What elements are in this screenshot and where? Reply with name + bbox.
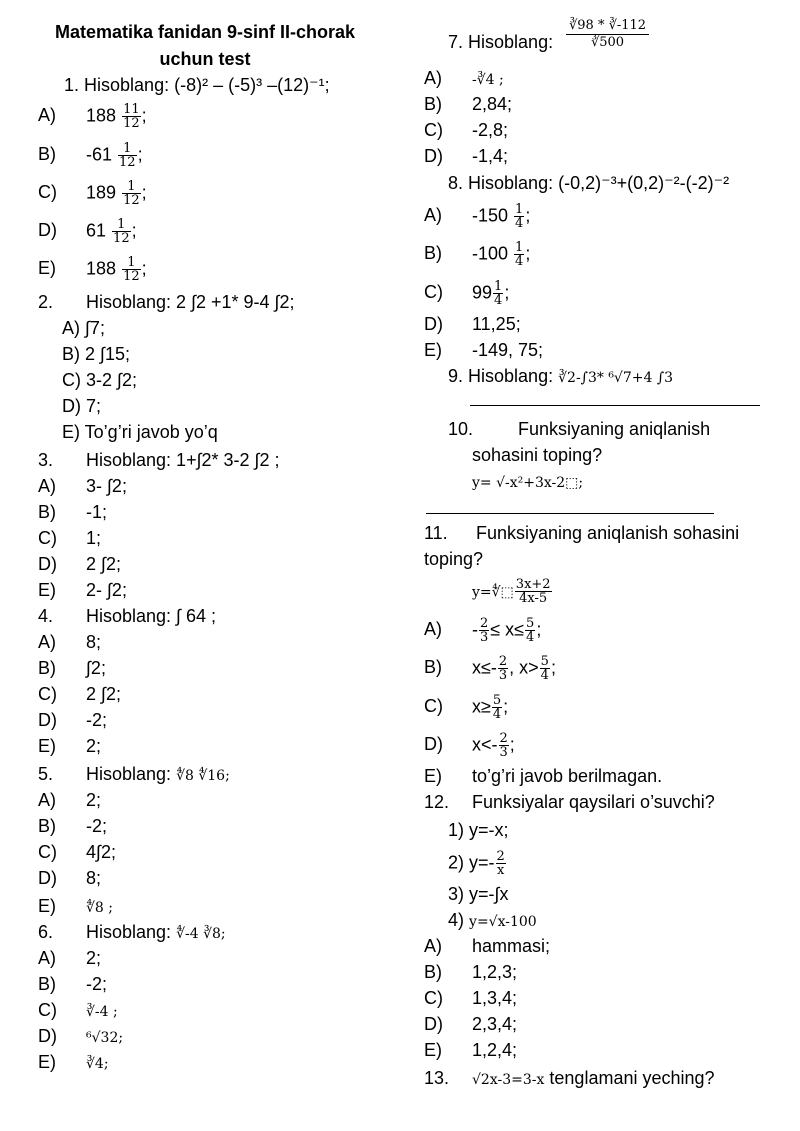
question-2: 2. Hisoblang: 2 ∫2 +1* 9-4 ∫2; [38,292,295,312]
q12-option-b: B) 1,2,3; [424,962,518,982]
q12-item-4: 4) y=√x-100 [448,910,537,930]
q12-option-a: A) hammasi; [424,936,551,956]
q4-option-c: C) 2 ∫2; [38,684,121,704]
q12-item-3: 3) y=-∫x [448,884,509,904]
q8-option-e: E) -149, 75; [424,340,544,360]
q11-option-e: E) to’g’ri javob berilmagan. [424,766,663,786]
q8-option-c: C) 99 $\frac{1}{4}$ ; [424,279,510,308]
q3-option-c: C) 1; [38,528,102,548]
question-4: 4. Hisoblang: ∫ 64 ; [38,606,217,626]
q1-option-d: D) 61 $\frac{1}{12}$ ; [38,217,137,246]
q1-option-a: A) 188 $\frac{11}{12}$ ; [38,102,147,131]
q4-option-a: A) 8; [38,632,102,652]
q12-item-2: 2) y=- $\frac{2}{x}$ [448,849,505,878]
q7-option-b: B) 2,84; [424,94,513,114]
q5-option-c: C) 4∫2; [38,842,116,862]
q11-option-d: D) x<- $\frac{2}{3}$ ; [424,731,515,760]
q10-formula: y= √-x²+3x-2⬚; [472,475,584,491]
q5-option-a: A) 2; [38,790,102,810]
question-10: 10. Funksiyaning aniqlanish [448,419,711,439]
q1-option-c: C) 189 $\frac{1}{12}$ ; [38,179,147,208]
q2-option-d: D) 7; [62,396,102,416]
q1-option-b: B) -61 $\frac{1}{12}$ ; [38,141,143,170]
q2-option-b: B) 2 ∫15; [62,344,130,364]
q6-option-d: D) ⁶√32; [38,1026,124,1046]
q12-option-c: C) 1,3,4; [424,988,518,1008]
q11-option-a: A) - $\frac{2}{3}$ ≤ x≤ $\frac{5}{4}$ ; [424,616,542,645]
question-10-line2: sohasini toping? [472,445,603,465]
question-9: 9. Hisoblang: ∛2-∫3* ⁶√7+4 ∫3 [448,366,674,386]
answer-line [470,405,760,406]
q1-option-e: E) 188 $\frac{1}{12}$ ; [38,255,147,284]
q12-item-1: 1) y=-x; [448,820,509,840]
question-7: 7. Hisoblang: [448,32,554,52]
question-12: 12. Funksiyalar qaysilari o’suvchi? [424,792,715,812]
q12-option-e: E) 1,2,4; [424,1040,518,1060]
q11-option-c: C) x≥ $\frac{5}{4}$ ; [424,693,509,722]
q6-option-e: E) ∛4; [38,1052,109,1072]
q7-option-c: C) -2,8; [424,120,509,140]
q3-option-b: B) -1; [38,502,108,522]
q7-option-d: D) -1,4; [424,146,509,166]
divider-line [426,513,714,514]
page-subtitle: uchun test [159,49,251,69]
q4-option-d: D) -2; [38,710,108,730]
q6-option-b: B) -2; [38,974,108,994]
q3-option-a: A) 3- ∫2; [38,476,127,496]
q2-option-c: C) 3-2 ∫2; [62,370,137,390]
q7-option-a: A) -∛4 ; [424,68,504,88]
question-11: 11. Funksiyaning aniqlanish sohasini [424,523,740,543]
q5-option-e: E) ∜8 ; [38,896,113,916]
q5-option-b: B) -2; [38,816,108,836]
q12-option-d: D) 2,3,4; [424,1014,518,1034]
q3-option-d: D) 2 ∫2; [38,554,121,574]
q2-option-a: A) ∫7; [62,318,105,338]
question-8: 8. Hisoblang: (-0,2)⁻³+(0,2)⁻²-(-2)⁻² [448,173,730,193]
q7-fraction: ∛98 * ∛-112 ∛500 [566,18,649,51]
q11-option-b: B) x≤- $\frac{2}{3}$ , x> $\frac{5}{4}$ ; [424,654,556,683]
q2-option-e: E) To’g’ri javob yo’q [62,422,218,442]
q11-formula: y=∜⬚ $\frac{3x+2}{4x-5}$ [472,577,551,606]
q8-option-d: D) 11,25; [424,314,521,334]
question-5: 5. Hisoblang: ∜8 ∜16; [38,764,230,784]
q4-option-e: E) 2; [38,736,102,756]
q3-option-e: E) 2- ∫2; [38,580,127,600]
q8-option-a: A) -150 $\frac{1}{4}$ ; [424,202,531,231]
question-1: 1. Hisoblang: (-8)² – (-5)³ –(12)⁻¹; [64,75,330,95]
q5-option-d: D) 8; [38,868,102,888]
question-3: 3. Hisoblang: 1+∫2* 3-2 ∫2 ; [38,450,280,470]
q6-option-c: C) ∛-4 ; [38,1000,118,1020]
q6-option-a: A) 2; [38,948,102,968]
q8-option-b: B) -100 $\frac{1}{4}$ ; [424,240,531,269]
question-6: 6. Hisoblang: ∜-4 ∛8; [38,922,226,942]
question-13: 13. √2x-3=3-x tenglamani yeching? [424,1068,715,1088]
page-title: Matematika fanidan 9-sinf II-chorak [54,22,356,42]
question-11-line2: toping? [424,549,484,569]
q4-option-b: B) ∫2; [38,658,106,678]
